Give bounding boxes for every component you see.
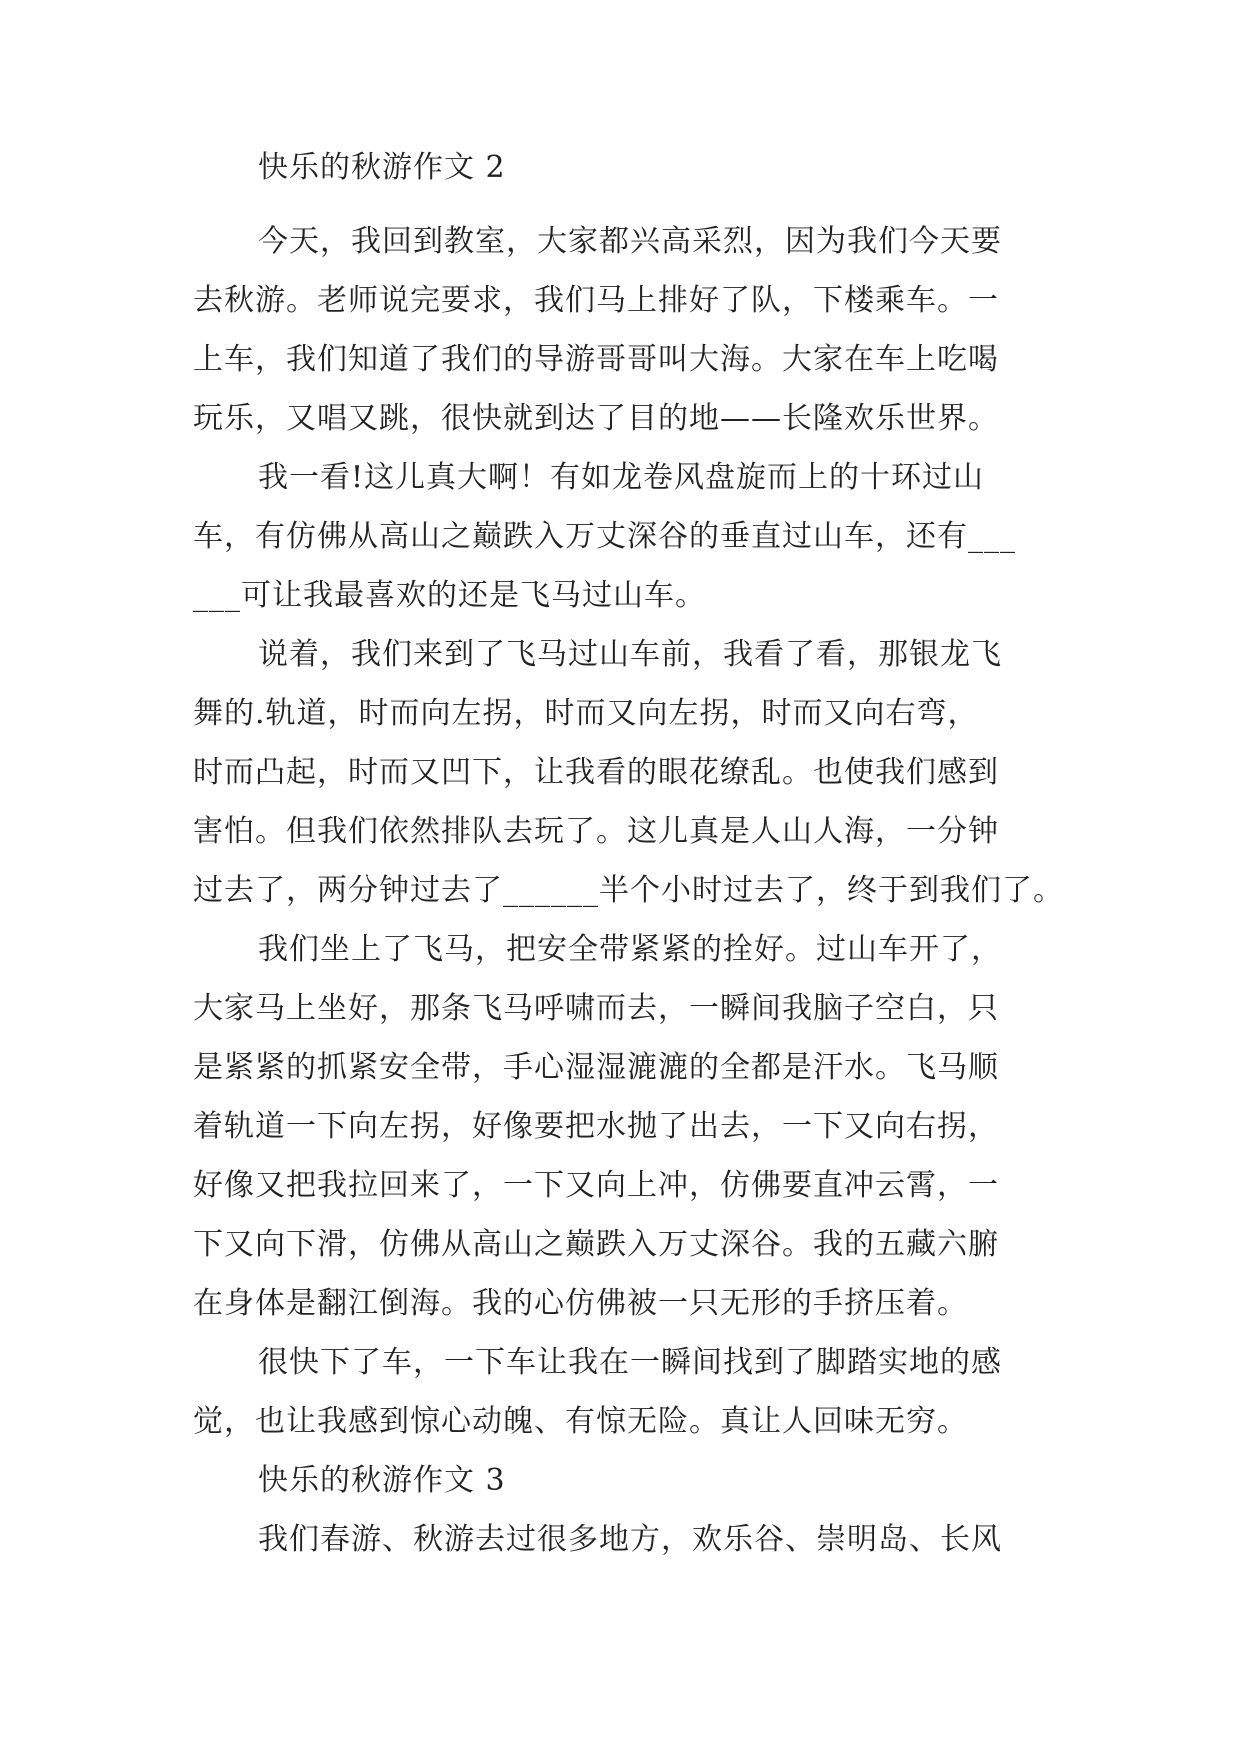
paragraph-4-line-3: 是紧紧的抓紧安全带，手心湿湿漉漉的全都是汗水。飞马顺	[193, 1050, 999, 1085]
paragraph-3-line-4: 害怕。但我们依然排队去玩了。这儿真是人山人海，一分钟	[193, 814, 999, 849]
essay-2-title: 快乐的秋游作文 2	[258, 150, 506, 185]
paragraph-2-line-1: 我一看!这儿真大啊！有如龙卷风盘旋而上的十环过山	[258, 460, 985, 495]
paragraph-5-line-1: 很快下了车，一下车让我在一瞬间找到了脚踏实地的感	[258, 1345, 1002, 1380]
paragraph-3-line-5: 过去了，两分钟过去了______半个小时过去了，终于到我们了。	[193, 873, 1064, 908]
essay-3-title: 快乐的秋游作文 3	[258, 1463, 506, 1498]
paragraph-2-line-3: ___可让我最喜欢的还是飞马过山车。	[193, 578, 706, 613]
paragraph-3-line-3: 时而凸起，时而又凹下，让我看的眼花缭乱。也使我们感到	[193, 755, 999, 790]
paragraph-3-line-2: 舞的.轨道，时而向左拐，时而又向左拐，时而又向右弯，	[193, 696, 979, 731]
paragraph-4-line-2: 大家马上坐好，那条飞马呼啸而去，一瞬间我脑子空白，只	[193, 991, 999, 1026]
paragraph-3-line-1: 说着，我们来到了飞马过山车前，我看了看，那银龙飞	[258, 637, 1002, 672]
paragraph-5-line-2: 觉，也让我感到惊心动魄、有惊无险。真让人回味无穷。	[193, 1404, 968, 1439]
paragraph-1-line-1: 今天，我回到教室，大家都兴高采烈，因为我们今天要	[258, 224, 1002, 259]
paragraph-6-line-1: 我们春游、秋游去过很多地方，欢乐谷、崇明岛、长风	[258, 1522, 1002, 1557]
paragraph-1-line-2: 去秋游。老师说完要求，我们马上排好了队，下楼乘车。一	[193, 283, 999, 318]
paragraph-4-line-6: 下又向下滑，仿佛从高山之巅跌入万丈深谷。我的五藏六腑	[193, 1227, 999, 1262]
paragraph-1-line-3: 上车，我们知道了我们的导游哥哥叫大海。大家在车上吃喝	[193, 342, 999, 377]
paragraph-4-line-7: 在身体是翻江倒海。我的心仿佛被一只无形的手挤压着。	[193, 1286, 968, 1321]
paragraph-2-line-2: 车，有仿佛从高山之巅跌入万丈深谷的垂直过山车，还有___	[193, 519, 1016, 554]
paragraph-1-line-4: 玩乐，又唱又跳，很快就到达了目的地——长隆欢乐世界。	[193, 401, 999, 436]
paragraph-4-line-5: 好像又把我拉回来了，一下又向上冲，仿佛要直冲云霄，一	[193, 1168, 999, 1203]
paragraph-4-line-1: 我们坐上了飞马，把安全带紧紧的拴好。过山车开了，	[258, 932, 1002, 967]
paragraph-4-line-4: 着轨道一下向左拐，好像要把水抛了出去，一下又向右拐，	[193, 1109, 999, 1144]
